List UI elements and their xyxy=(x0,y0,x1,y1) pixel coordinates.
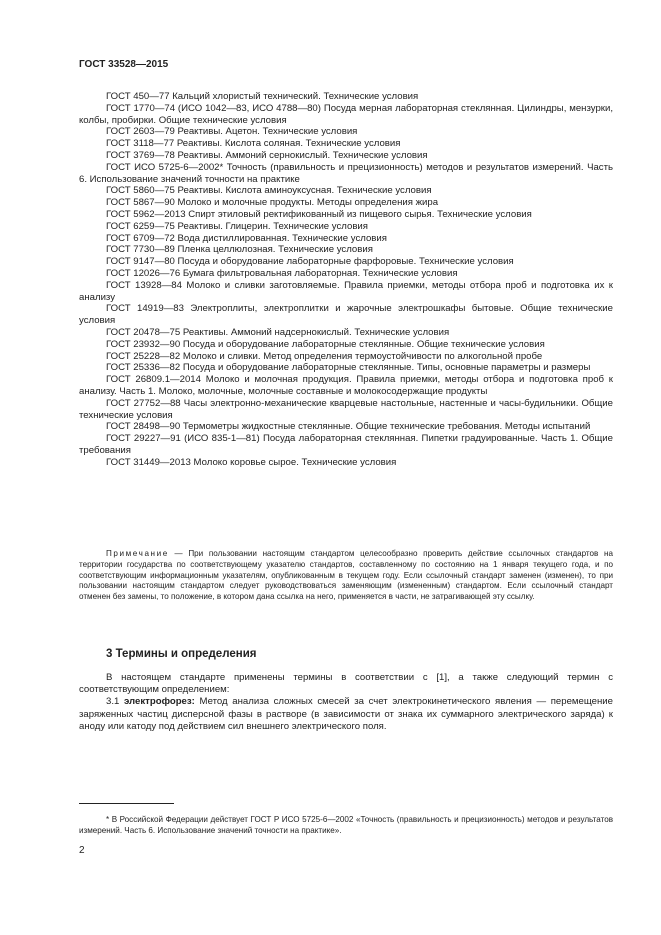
reference-item: ГОСТ 7730—89 Пленка целлюлозная. Технические условия xyxy=(106,244,373,256)
reference-item: ГОСТ 25336—82 Посуда и оборудование лабораторные стеклянные. Типы, основные параметры и размеры xyxy=(106,362,591,374)
term-text: Метод анализа сложных смесей за счет электрокинетического явления — перемещение заряженных частиц дисперсной фазы в растворе (в зависимости от знака их суммарного электрического заряда) к аноду или катоду под действием сил внешнего электрического поля. xyxy=(79,696,613,732)
reference-item: ГОСТ 450—77 Кальций хлористый технический. Технические условия xyxy=(106,91,419,102)
reference-item: ГОСТ 25228—82 Молоко и сливки. Метод определения термоустойчивости по алкогольной пробе xyxy=(106,350,543,362)
term-definition xyxy=(79,696,613,733)
reference-item: ГОСТ 3118—77 Реактивы. Кислота соляная. Технические условия xyxy=(106,138,401,150)
reference-item: ГОСТ 23932—90 Посуда и оборудование лабораторные стеклянные. Общие технические условия xyxy=(106,338,545,350)
note-label: Примечание xyxy=(106,549,169,558)
document-header: ГОСТ 33528—2015 xyxy=(79,59,169,70)
reference-item: ГОСТ 6709—72 Вода дистиллированная. Технические условия xyxy=(106,232,387,244)
term-name: электрофорез: xyxy=(123,696,195,708)
reference-item: ГОСТ ИСО 5725-6—2002* Точность (правильность и прецизионность) методов и результатов измерений. Часть 6. Использование значений точности на практике xyxy=(79,161,613,185)
reference-item: ГОСТ 9147—80 Посуда и оборудование лабораторные фарфоровые. Технические условия xyxy=(106,256,514,268)
reference-item: ГОСТ 26809.1—2014 Молоко и молочная продукция. Правила приемки, методы отбора и подготовка проб к анализу. Часть 1. Молоко, молочные, молочные составные и молокосодержащие продукты xyxy=(79,374,613,397)
reference-item: ГОСТ 20478—75 Реактивы. Аммоний надсернокислый. Технические условия xyxy=(106,326,450,338)
references-note xyxy=(79,549,613,603)
reference-item: ГОСТ 5860—75 Реактивы. Кислота аминоуксусная. Технические условия xyxy=(106,185,432,197)
reference-item: ГОСТ 6259—75 Реактивы. Глицерин. Технические условия xyxy=(106,220,368,232)
normative-references-list xyxy=(79,91,613,469)
reference-item: ГОСТ 5962—2013 Спирт этиловый ректификованный из пищевого сырья. Технические условия xyxy=(106,208,532,220)
reference-item: ГОСТ 28498—90 Термометры жидкостные стеклянные. Общие технические требования. Методы испытаний xyxy=(106,421,591,433)
term-number: 3.1 xyxy=(106,696,124,708)
reference-item: ГОСТ 12026—76 Бумага фильтровальная лабораторная. Технические условия xyxy=(106,267,458,279)
reference-item: ГОСТ 13928—84 Молоко и сливки заготовляемые. Правила приемки, методы отбора проб и подготовка их к анализу xyxy=(79,279,613,303)
reference-item: ГОСТ 1770—74 (ИСО 1042—83, ИСО 4788—80) Посуда мерная лабораторная стеклянная. Цилиндры, мензурки, колбы, пробирки. Общие технические условия xyxy=(79,102,613,126)
footnote-divider xyxy=(79,803,174,804)
note-text: — При пользовании настоящим стандартом целесообразно проверить действие ссылочных стандартов на территории государства по соответствующему указателю стандартов, составленному по состоянию на 1 января текущего года, и по соответствующим информационным указателям, опубликованным в текущем году. Если ссылочный стандарт заменен (изменен), то при пользовании настоящим стандартом следует руководствоваться заменяющим (измененным) стандартом. Если ссылочный стандарт отменен без замены, то положение, в котором дана ссылка на него, применяется в части, не затрагивающей эту ссылку. xyxy=(79,549,613,602)
section-body xyxy=(79,672,613,733)
reference-item: ГОСТ 3769—78 Реактивы. Аммоний сернокислый. Технические условия xyxy=(106,149,428,161)
section-intro: В настоящем стандарте применены термины в соответствии с [1], а также следующий термин с соответствующим определением: xyxy=(79,672,613,696)
reference-item: ГОСТ 5867—90 Молоко и молочные продукты. Методы определения жира xyxy=(106,197,439,209)
reference-item: ГОСТ 31449—2013 Молоко коровье сырое. Технические условия xyxy=(106,456,397,468)
reference-item: ГОСТ 29227—91 (ИСО 835-1—81) Посуда лабораторная стеклянная. Пипетки градуированные. Часть 1. Общие требования xyxy=(79,433,613,456)
reference-item: ГОСТ 27752—88 Часы электронно-механические кварцевые настольные, настенные и часы-будильники. Общие технические условия xyxy=(79,397,613,421)
reference-item: ГОСТ 14919—83 Электроплиты, электроплитки и жарочные электрошкафы бытовые. Общие технические условия xyxy=(79,303,613,327)
page-number: 2 xyxy=(79,845,85,856)
reference-item: ГОСТ 2603—79 Реактивы. Ацетон. Технические условия xyxy=(106,126,358,138)
footnote: * В Российской Федерации действует ГОСТ Р ИСО 5725-6—2002 «Точность (правильность и прецизионность) методов и результатов измерений. Часть 6. Использование значений точности на практике». xyxy=(79,815,613,835)
section-heading: 3 Термины и определения xyxy=(106,648,257,660)
